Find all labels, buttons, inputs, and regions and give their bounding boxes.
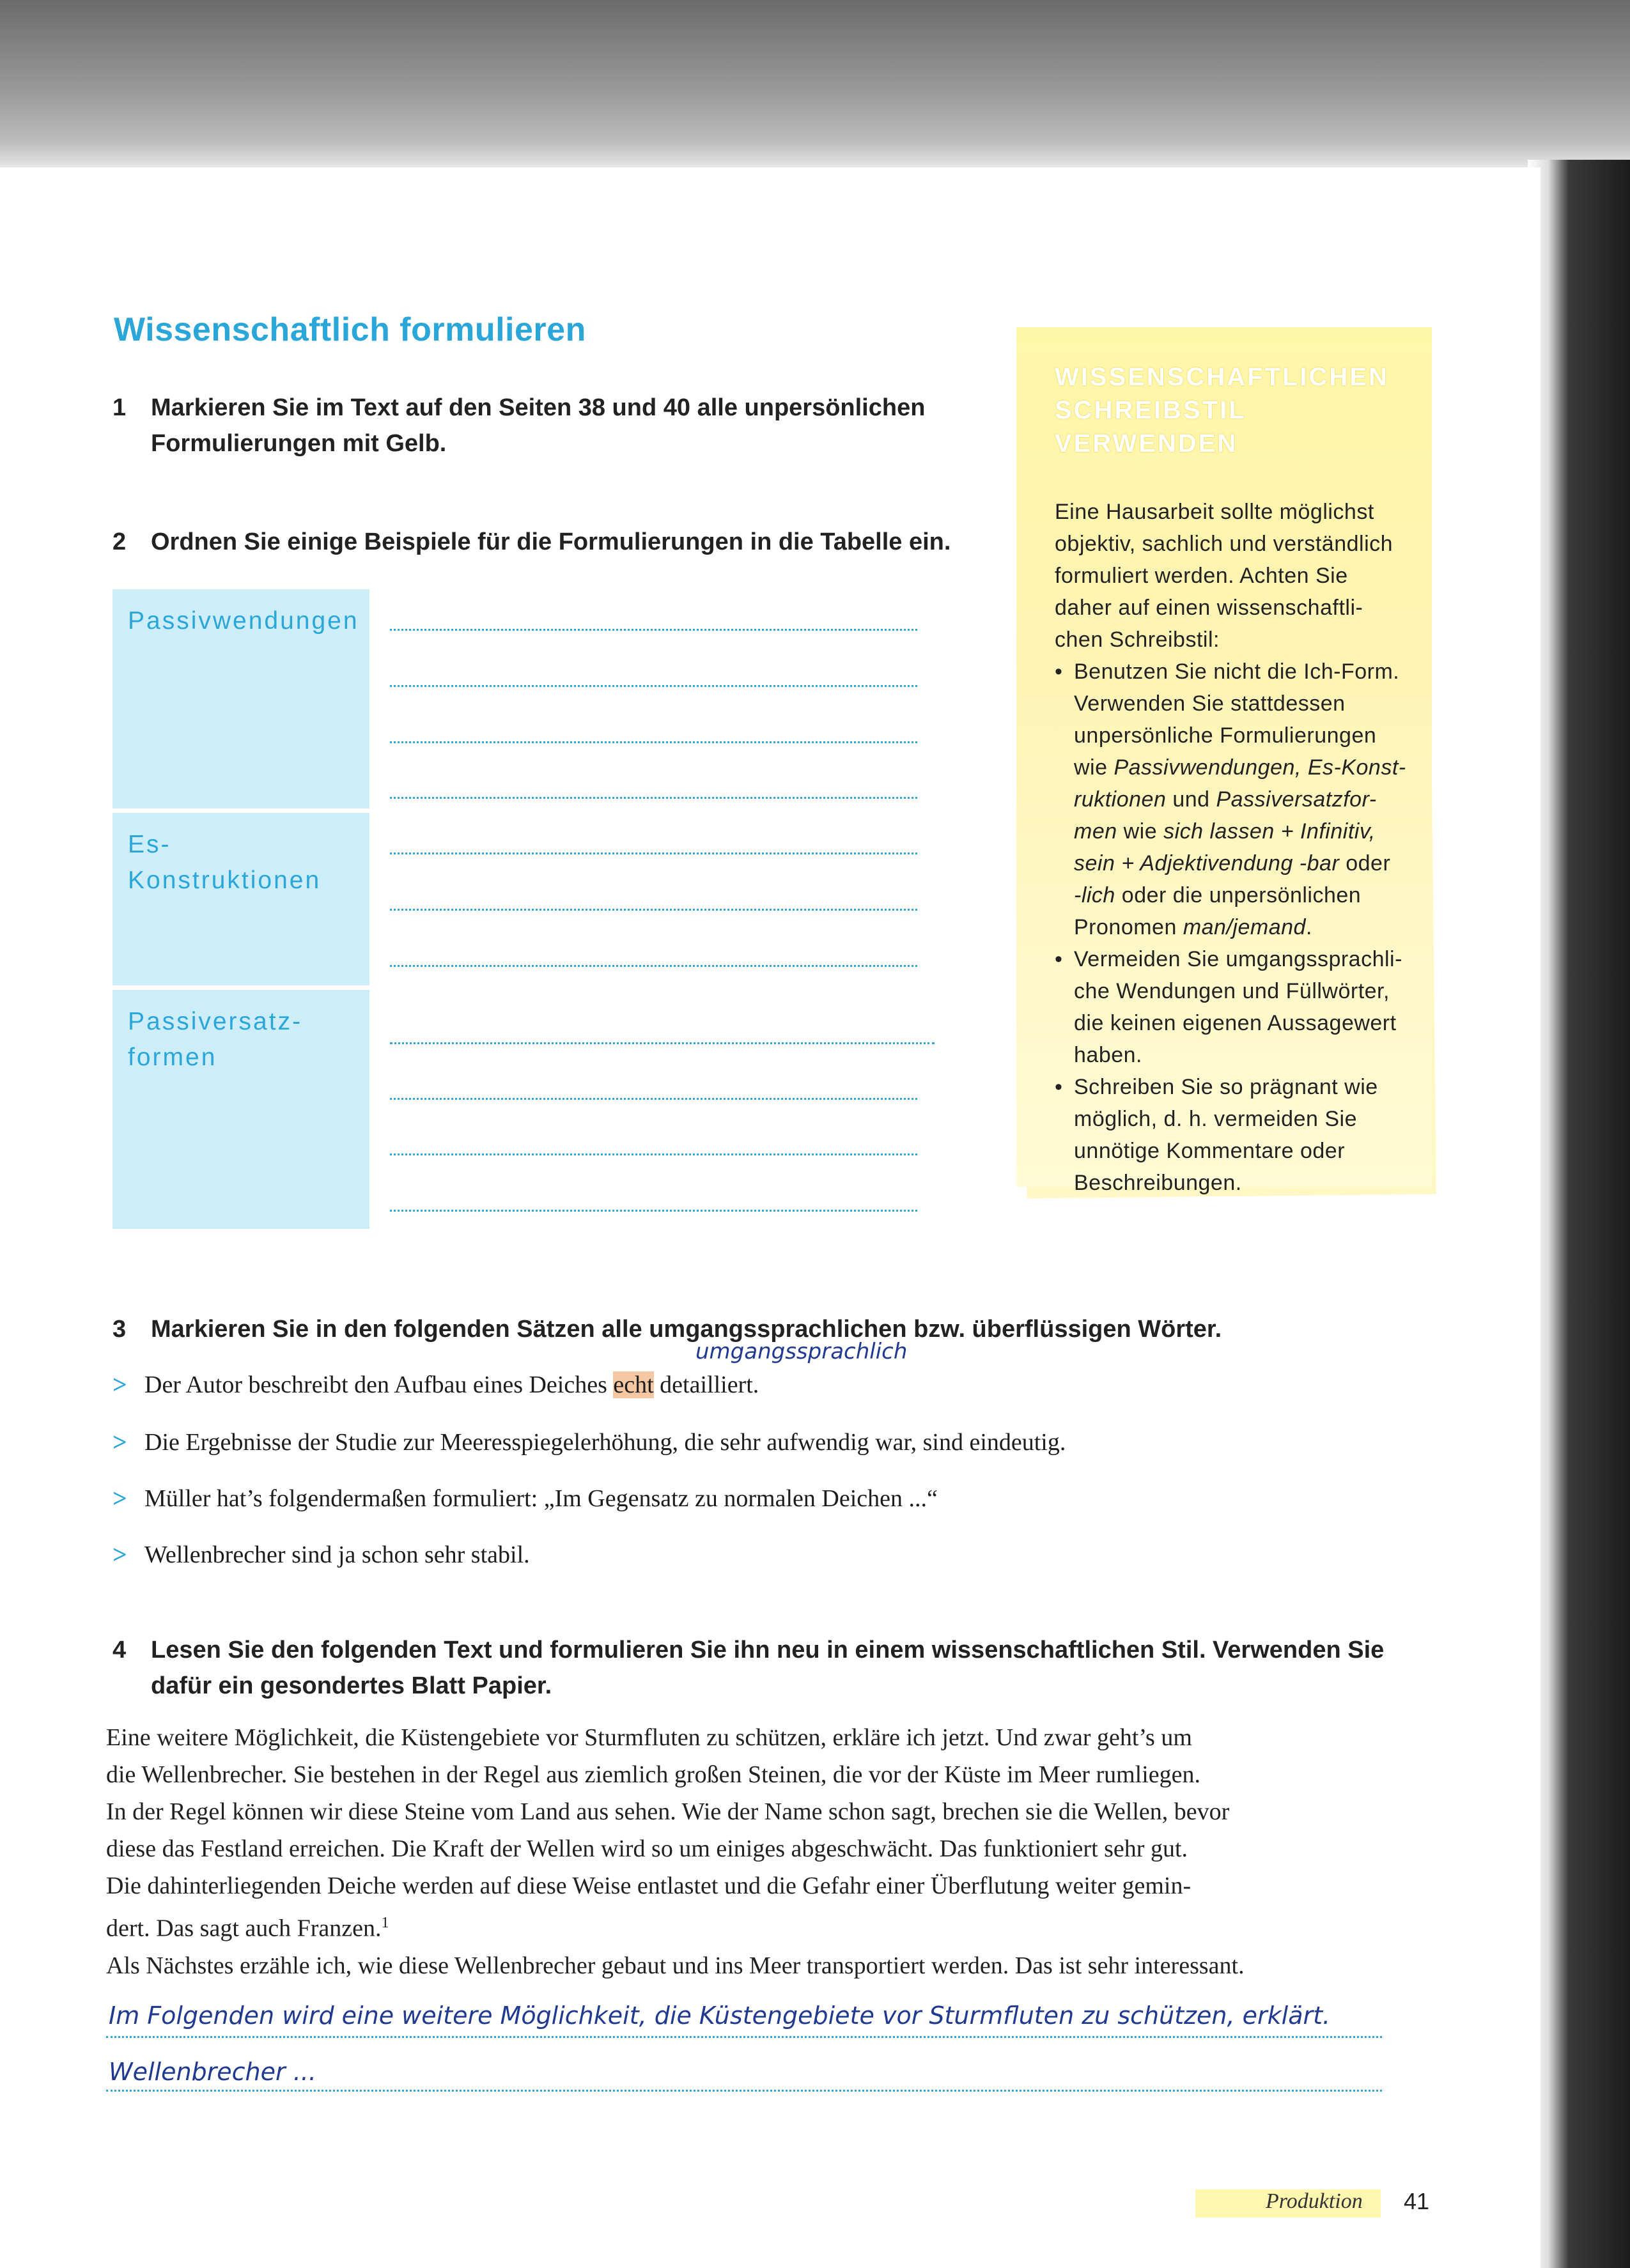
arrow-icon: >	[113, 1428, 127, 1456]
task-number: 4	[113, 1637, 127, 1663]
infobox-line	[1074, 783, 1406, 815]
paragraph-line: Eine weitere Möglichkeit, die Küstengebiete vor Sturmfluten zu schützen, erkläre ich jetzt. Und zwar geht’s um	[106, 1724, 1192, 1751]
answer-line[interactable]	[390, 629, 917, 631]
infobox-line: die keinen eigenen Aussagewert	[1074, 1011, 1397, 1035]
infobox-title-line: WISSENSCHAFTLICHEN	[1055, 363, 1389, 391]
infobox-line: Vermeiden Sie umgangssprachli-	[1074, 947, 1402, 971]
sentence-text: Wellenbrecher sind ja schon sehr stabil.	[144, 1541, 530, 1568]
paragraph-line: In der Regel können wir diese Steine vom Land aus sehen. Wie der Name schon sagt, brechen sie die Wellen, bevor	[106, 1798, 1230, 1825]
text: wie	[1117, 819, 1164, 844]
arrow-icon: >	[113, 1370, 127, 1399]
page-number: 41	[1404, 2188, 1430, 2214]
answer-line[interactable]	[390, 965, 917, 967]
task-number: 1	[113, 394, 127, 421]
italic-term: sich lassen + Infinitiv,	[1163, 819, 1376, 844]
task-text-line: dafür ein gesondertes Blatt Papier.	[151, 1672, 552, 1699]
task-number: 3	[113, 1316, 127, 1343]
table-label-passiversatzformen	[113, 990, 369, 1229]
arrow-icon: >	[113, 1484, 127, 1513]
paragraph-line: diese das Festland erreichen. Die Kraft der Wellen wird so um einiges abgeschwächt. Das funktioniert sehr gut.	[106, 1835, 1188, 1862]
sentence-text: Müller hat’s folgendermaßen formuliert: „Im Gegensatz zu normalen Deichen ...“	[144, 1485, 938, 1512]
answer-line[interactable]	[106, 2090, 1382, 2092]
text: oder die unpersönlichen	[1115, 883, 1362, 907]
table-label-text: Es-Konstruktionen	[128, 831, 322, 894]
task-text-line: Markieren Sie in den folgenden Sätzen alle umgangssprachlichen bzw. überflüssigen Wörter.	[151, 1316, 1222, 1343]
paragraph-line: Als Nächstes erzähle ich, wie diese Wellenbrecher gebaut und ins Meer transportiert werden. Das ist sehr interessant.	[106, 1952, 1245, 1979]
text: oder	[1339, 851, 1391, 876]
infobox-line	[1074, 911, 1406, 943]
table-label-text: Passivwendungen	[128, 607, 359, 635]
table-label-passivwendungen	[113, 589, 369, 808]
infobox-line: Schreiben Sie so prägnant wie	[1074, 1075, 1378, 1099]
answer-line[interactable]	[390, 852, 917, 854]
sentence-text	[144, 1369, 759, 1401]
infobox-line: daher auf einen wissenschaftli-	[1055, 596, 1363, 620]
bullet-icon: •	[1055, 1075, 1063, 1099]
infobox	[1016, 327, 1432, 1195]
scan-shadow-right	[1528, 160, 1630, 2268]
footnote-mark: 1	[381, 1915, 389, 1931]
italic-term: -lich	[1074, 883, 1115, 907]
infobox-line: Beschreibungen.	[1074, 1171, 1242, 1195]
answer-line[interactable]	[390, 741, 917, 743]
answer-line[interactable]	[390, 1098, 917, 1100]
text: Der Autor beschreibt den Aufbau eines Deiches	[144, 1371, 614, 1398]
infobox-line	[1074, 815, 1406, 847]
infobox-line: che Wendungen und Füllwörter,	[1074, 979, 1390, 1003]
infobox-line: formuliert werden. Achten Sie	[1055, 564, 1348, 588]
infobox-bullet-item	[1055, 1071, 1406, 1199]
highlighted-word: echt	[613, 1371, 654, 1398]
arrow-icon: >	[113, 1540, 127, 1569]
table-label-es-konstruktionen	[113, 813, 369, 985]
answer-line[interactable]	[390, 1153, 917, 1155]
handwritten-answer: Im Folgenden wird eine weitere Möglichkeit, die Küstengebiete vor Sturmfluten zu schützen, erklärt.	[109, 2002, 1331, 2030]
text: wie	[1074, 755, 1114, 780]
infobox-line: unpersönliche Formulierungen	[1074, 723, 1377, 748]
task-4-paragraph	[106, 1719, 1404, 1984]
handwritten-answer: Wellenbrecher ...	[109, 2058, 316, 2086]
task-2	[113, 524, 1007, 562]
infobox-line: objektiv, sachlich und verständlich	[1055, 532, 1393, 556]
text: Pronomen	[1074, 915, 1183, 939]
infobox-title-line: SCHREIBSTIL VERWENDEN	[1055, 396, 1246, 458]
infobox-line: unnötige Kommentare oder	[1074, 1139, 1346, 1163]
task-text-line: Ordnen Sie einige Beispiele für die Formulierungen in die Tabelle ein.	[151, 528, 951, 555]
infobox-bullet-item	[1055, 656, 1406, 943]
text: dert. Das sagt auch Franzen.	[106, 1915, 382, 1942]
infobox-line	[1074, 847, 1406, 879]
infobox-line: chen Schreibstil:	[1055, 628, 1220, 652]
answer-line[interactable]	[390, 1210, 917, 1212]
table-label-text: Passiversatz-	[128, 1008, 303, 1035]
table-label-text: formen	[128, 1044, 217, 1071]
answer-line[interactable]	[390, 797, 917, 799]
answer-line[interactable]	[390, 1042, 935, 1044]
task-text-line: Markieren Sie im Text auf den Seiten 38 und 40 alle unpersönlichen	[151, 394, 926, 421]
italic-term: sein + Adjektivendung -bar	[1074, 851, 1340, 876]
italic-term: ruktionen	[1074, 787, 1167, 812]
scan-shadow-top	[0, 0, 1630, 167]
infobox-body	[1055, 496, 1406, 1199]
answer-line[interactable]	[106, 2036, 1382, 2038]
infobox-line: möglich, d. h. vermeiden Sie	[1074, 1107, 1357, 1131]
infobox-title	[1055, 360, 1406, 460]
task-number: 2	[113, 528, 127, 555]
paragraph-line	[106, 1904, 1404, 1947]
infobox-line: Eine Hausarbeit sollte möglichst	[1055, 500, 1374, 524]
paragraph-line: Die dahinterliegenden Deiche werden auf diese Weise entlastet und die Gefahr einer Überflutung weiter gemin-	[106, 1872, 1191, 1899]
infobox-line	[1074, 752, 1406, 783]
italic-term: Passivwendungen, Es-Konst-	[1114, 755, 1406, 780]
infobox-bullet-item	[1055, 943, 1406, 1071]
bullet-icon: •	[1055, 947, 1063, 971]
answer-line[interactable]	[390, 685, 917, 687]
text: .	[1305, 915, 1312, 939]
task-1	[113, 390, 1007, 467]
text: und	[1166, 787, 1216, 812]
italic-term: man/jemand	[1183, 915, 1306, 939]
infobox-line: Verwenden Sie stattdessen	[1074, 691, 1346, 716]
infobox-line: haben.	[1074, 1043, 1142, 1067]
italic-term: Passiversatzfor-	[1216, 787, 1377, 812]
page-title: Wissenschaftlich formulieren	[114, 311, 586, 348]
paragraph-line: die Wellenbrecher. Sie bestehen in der Regel aus ziemlich großen Steinen, die vor der Küste im Meer rumliegen.	[106, 1761, 1201, 1788]
task-text-line: Lesen Sie den folgenden Text und formulieren Sie ihn neu in einem wissenschaftlichen Stil. Verwenden Sie	[151, 1637, 1385, 1663]
infobox-line	[1074, 879, 1406, 911]
text: detailliert.	[653, 1371, 759, 1398]
task-4	[113, 1632, 1423, 1709]
infobox-list	[1055, 656, 1406, 1199]
task-text-line: Formulierungen mit Gelb.	[151, 430, 447, 457]
sentence-text: Die Ergebnisse der Studie zur Meeresspiegelerhöhung, die sehr aufwendig war, sind eindeutig.	[144, 1429, 1066, 1456]
italic-term: men	[1074, 819, 1117, 844]
bullet-icon: •	[1055, 660, 1063, 684]
footer-section: Produktion	[1266, 2189, 1363, 2213]
handwritten-note: umgangssprachlich	[695, 1339, 908, 1364]
infobox-line: Benutzen Sie nicht die Ich-Form.	[1074, 660, 1400, 684]
answer-line[interactable]	[390, 909, 917, 911]
